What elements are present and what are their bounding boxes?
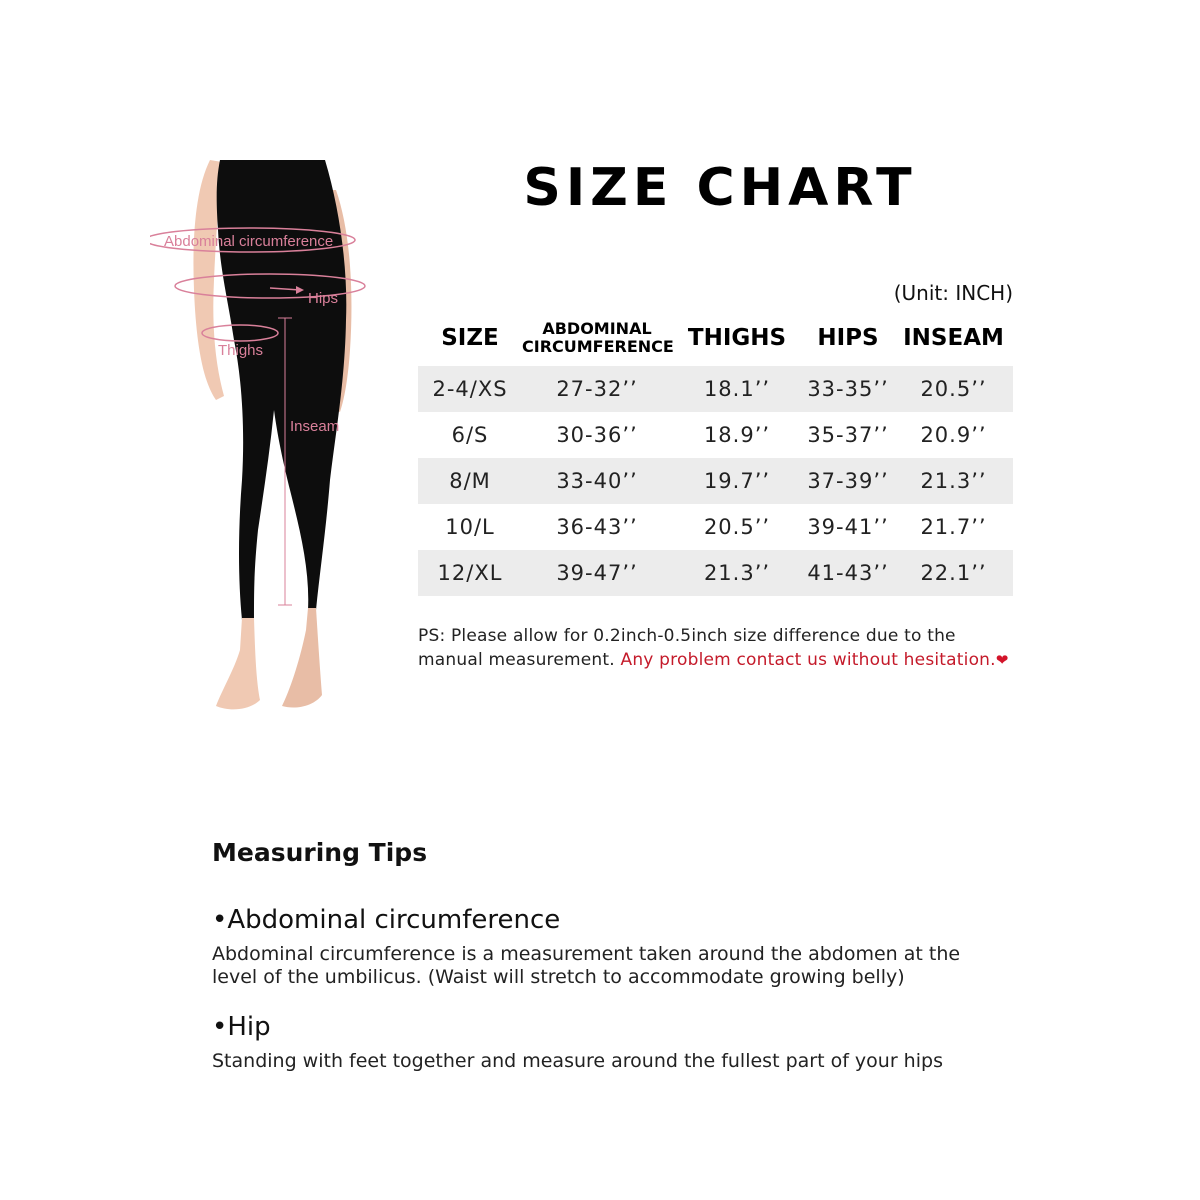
cell-abdominal: 27-32’’ [556, 377, 638, 401]
model-figure [150, 150, 390, 730]
size-table [418, 310, 1013, 596]
header-thighs: THIGHS [687, 325, 787, 351]
cell-abdominal: 33-40’’ [556, 469, 638, 493]
cell-thighs: 20.5’’ [703, 515, 771, 539]
header-hips: HIPS [817, 325, 879, 351]
cell-size: 2-4/XS [432, 377, 508, 401]
cell-inseam: 21.3’’ [920, 469, 987, 493]
cell-size: 8/M [449, 469, 491, 493]
label-hips: Hips [308, 290, 339, 307]
tip-body-line: Standing with feet together and measure around the fullest part of your hips [212, 1050, 943, 1072]
heart-icon: ❤ [995, 651, 1009, 669]
tip-heading-abdominal: •Abdominal circumference [212, 905, 561, 935]
header-abdominal [522, 320, 672, 356]
cell-thighs: 21.3’’ [703, 561, 771, 585]
cell-abdominal: 36-43’’ [556, 515, 638, 539]
label-abdominal: Abdominal circumference [164, 233, 334, 250]
tip-body-line: level of the umbilicus. (Waist will stretch to accommodate growing belly) [212, 966, 905, 988]
table-body [418, 366, 1013, 596]
cell-abdominal: 39-47’’ [556, 561, 638, 585]
tips-title: Measuring Tips [212, 838, 428, 867]
cell-thighs: 18.1’’ [703, 377, 771, 401]
cell-thighs: 19.7’’ [703, 469, 771, 493]
table-row [418, 366, 1013, 412]
cell-hips: 41-43’’ [807, 561, 889, 585]
unit-label: (Unit: INCH) [893, 281, 1013, 305]
tip-body-abdominal [212, 943, 1012, 989]
cell-inseam: 20.5’’ [920, 377, 987, 401]
cell-thighs: 18.9’’ [703, 423, 771, 447]
tip-body-line: Abdominal circumference is a measurement taken around the abdomen at the [212, 943, 961, 965]
cell-size: 6/S [451, 423, 489, 447]
size-note [418, 624, 1028, 672]
cell-abdominal: 30-36’’ [556, 423, 638, 447]
table-row [418, 458, 1013, 504]
note-contact[interactable]: Any problem contact us without hesitation. [620, 650, 996, 670]
cell-size: 12/XL [437, 561, 503, 585]
header-inseam: INSEAM [903, 325, 1004, 351]
table-row [418, 550, 1013, 596]
cell-inseam: 21.7’’ [920, 515, 987, 539]
page-title: SIZE CHART [523, 158, 917, 218]
label-thighs: Thighs [218, 342, 264, 359]
cell-hips: 35-37’’ [807, 423, 889, 447]
cell-hips: 37-39’’ [807, 469, 889, 493]
header-abdominal-line1: ABDOMINAL [542, 319, 652, 338]
cell-inseam: 20.9’’ [920, 423, 987, 447]
cell-inseam: 22.1’’ [920, 561, 987, 585]
cell-hips: 39-41’’ [807, 515, 889, 539]
cell-size: 10/L [445, 515, 495, 539]
tip-heading-hip: •Hip [212, 1012, 271, 1042]
table-row [418, 412, 1013, 458]
note-plain: manual measurement. [418, 650, 615, 670]
note-line1: PS: Please allow for 0.2inch-0.5inch size difference due to the [418, 626, 956, 646]
note-line2 [418, 648, 1028, 672]
header-abdominal-line2: CIRCUMFERENCE [522, 337, 674, 356]
table-row [418, 504, 1013, 550]
cell-hips: 33-35’’ [807, 377, 889, 401]
label-inseam: Inseam [290, 418, 340, 435]
table-header-row [418, 310, 1013, 366]
tip-body-hip [212, 1050, 1012, 1073]
header-size: SIZE [441, 325, 499, 351]
